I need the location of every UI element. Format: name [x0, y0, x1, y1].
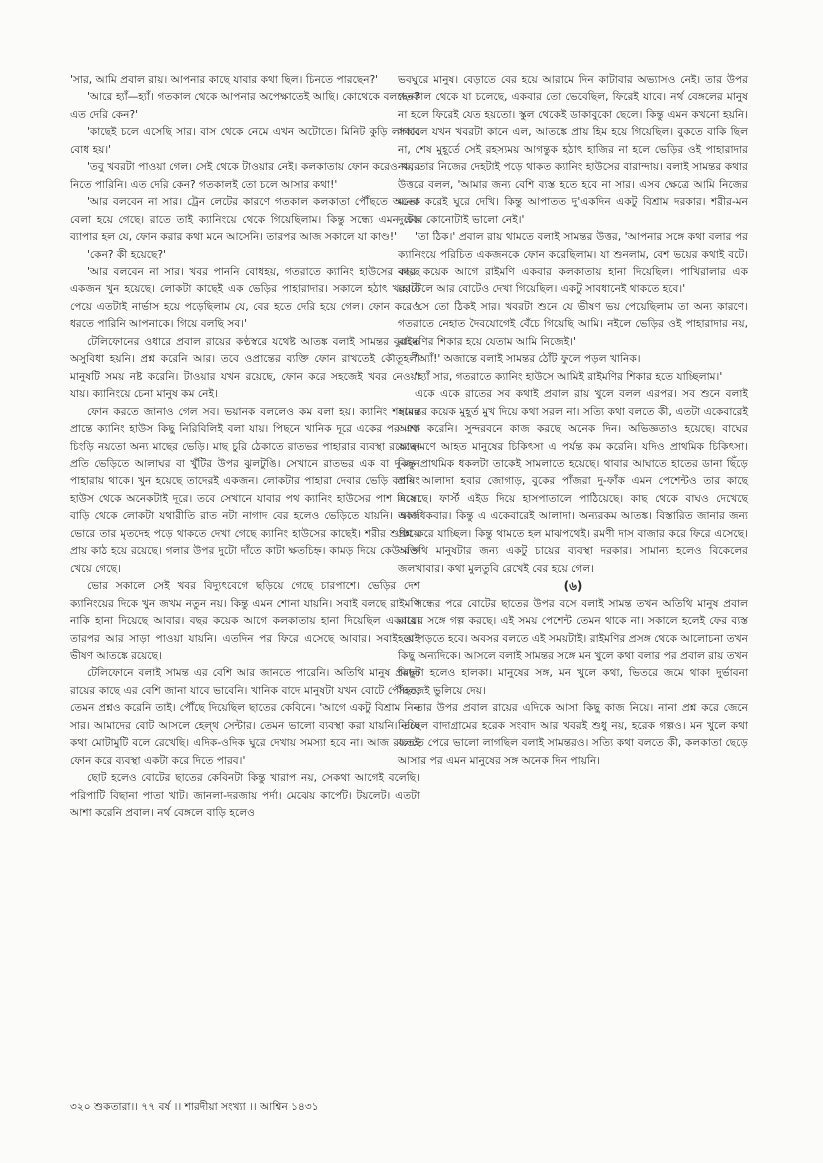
- left-column: [70, 72, 420, 822]
- paragraph: টেলিফোনের ওধারে প্রবাল রায়ের কণ্ঠস্বরে যথেষ্ট আতঙ্ক বলাই সামন্তর বুঝতে অসুবিধা হয়নি। প্রশ্ন করেনি আর। তবে ওপ্রান্তের ব্যক্তি ফোন রাখতেই কৌতূহলী মানুষটি সময় নষ্ট করেনি। টাওয়ার যখন রয়েছে, ফোন করে সহজেই খবর নেওয়া যায়। ক্যানিংয়ে চেনা মানুষ কম নেই।: [70, 335, 420, 401]
- paragraph: 'অ্যাঁ!' অজান্তে বলাই সামন্তর ঠোঁট ফুলে পড়ল খানিক।: [414, 353, 641, 366]
- paragraph: ভবঘুরে মানুষ। বেড়াতে বের হয়ে আরামে দিন কাটাবার অভ্যাসও নেই। তার উপর গতকাল থেকে যা চলেছে, একবার তো ভেবেছিল, ফিরেই যাবে। নর্থ বেঙ্গলের মানুষ না হলে ফিরেই যেত হয়তো। স্কুল থেকেই ডাকাবুকো ছেলে। কিন্তু এমন কখনো হয়নি। সকালে যখন খবরটা কানে এল, আতঙ্কে প্রায় হিম হয়ে গিয়েছিল। বুকতে বাকি ছিল না, শেষ মুহূর্তে সেই রহস্যময় আগন্তুক হঠাৎ হাজির না হলে ভেড়ির ওই পাহারাদার নয়, তার নিজের দেহটাই পড়ে থাকত ক্যানিং হাউসের বারান্দায়। বলাই সামন্তর কথার উত্তরে বলল, 'আমার জন্য বেশি ব্যস্ত হতে হবে না সার। এসব ক্ষেত্রে আমি নিজের মতো করেই ঘুরে দেখি। কিন্তু আপাতত দু'একদিন একটু বিশ্রাম দরকার। শরীর-মন দুটোর কোনোটাই ভালো নেই।': [398, 74, 748, 226]
- paragraph: 'আর বলবেন না সার। খবর পাননি বোধহয়, গতরাতে ক্যানিং হাউসের কাছে একজন খুন হয়েছে। লোকটা কাছেই এক ভেড়ির পাহারাদার। সকালে হঠাৎ খবরটা পেয়ে এতটাই নার্ভাস হয়ে পড়েছিলাম যে, বের হতে দেরি হয়ে গেল। ফোন করেও ধরতে পারিনি আপনাকে। গিয়ে বলছি সব।': [70, 265, 420, 331]
- paragraph: 'আরে হ্যাঁ—হ্যাঁ। গতকাল থেকে আপনার অপেক্ষাতেই আছি। কোথেকে বলছেন? এত দেরি কেন?': [70, 91, 420, 121]
- paragraph: ভোর সকালে সেই খবর বিদ্যুৎবেগে ছড়িয়ে গেছে চারপাশে। ভেড়ির দেশ ক্যানিংয়ের দিকে খুন জখম নতুন নয়। কিন্তু এমন শোনা যায়নি। সবাই বলছে রাইমণি নাকি হানা দিয়েছে আবার। বছর কয়েক আগে কলকাতায় হানা দিয়েছিল একবার। তারপর আর সাড়া পাওয়া যায়নি। এতদিন পর ফিরে এসেছে আবার। সবাই তাই ভীষণ আতঙ্কে রয়েছে।: [70, 580, 420, 662]
- right-column: [398, 72, 748, 770]
- paragraph: সন্ধের পরে বোটের ছাতের উপর বসে বলাই সামন্ত তখন অতিথি মানুষ প্রবাল রায়ের সঙ্গে গল্প করছে। এই সময় পেশেন্ট তেমন থাকে না। সকালে হলেই ফের ব্যস্ত হয়ে পড়তে হবে। অবসর বলতে এই সময়টাই। রাইমণির প্রসঙ্গ থেকে আলোচনা তখন কিছু অন্যদিকে। আসলে বলাই সামন্তর সঙ্গে মন খুলে কথা বলার পর প্রবাল রায় তখন কিছুটা হলেও হালকা। মানুষের সঙ্গ, মন খুলে কথা, ভিতরে জমে থাকা দুর্ভাবনা সহজেই ভুলিয়ে দেয়।: [398, 597, 749, 697]
- paragraph: 'কাছেই চলে এসেছি সার। বাস থেকে নেমে এখন অটোতে। মিনিট কুড়ি লাগবে বোধ হয়।': [70, 126, 420, 156]
- paragraph: টেলিফোনে বলাই সামন্ত এর বেশি আর জানতে পারেনি। অতিথি মানুষ প্রবাল রায়ের কাছে এর বেশি জানা যাবে ভাবেনি। খানিক বাদে মানুষটা যখন বোটে পৌঁছল, তেমন প্রশ্নও করেনি তাই। পৌঁছে দিয়েছিল ছাতের কেবিনে। 'আগে একটু বিশ্রাম নিন সার। আমাদের বোট আসলে হেল্থ সেন্টার। তেমন ভালো ব্যবস্থা করা যায়নি। তবে কথা মোটামুটি বলে রেখেছি। এদিক-ওদিক ঘুরে দেখায় সমস্যা হবে না। আজ রাতেই ফোন করে ব্যবস্থা একটা করে দিতে পারব।': [70, 667, 420, 767]
- paragraph: 'সার, আমি প্রবাল রায়। আপনার কাছে যাবার কথা ছিল। চিনতে পারছেন?': [70, 74, 379, 86]
- paragraph: 'কেন? কী হয়েছে?': [86, 248, 166, 261]
- paragraph: 'তা ঠিক।' প্রবাল রায় থামতে বলাই সামন্তর উত্তর, 'আপনার সঙ্গে কথা বলার পর ক্যানিংয়ে পরিচিত একজনকে ফোন করেছিলাম। যা শুনলাম, বেশ ভয়ের কথাই বটে। বছর কয়েক আগে রাইমণি একবার কলকাতায় হানা দিয়েছিল। পাখিরালার এক হোটেলে আর বোটেও দেখা গিয়েছিল। একটু সাবধানেই থাকতে হবে।': [398, 231, 748, 296]
- page-footer: ৩২০ শুকতারা।। ৭৭ বর্ষ ।। শারদীয়া সংখ্যা ।। আশ্বিন ১৪৩১: [70, 1101, 319, 1113]
- paragraph: 'তবু খবরটা পাওয়া গেল। সেই থেকে টাওয়ার নেই। কলকাতায় ফোন করেও খবর নিতে পারিনি। এত দেরি কেন? গতকালই তো চলে আসার কথা!': [70, 161, 420, 191]
- section-number: (৬): [563, 579, 583, 594]
- paragraph: তার উপর প্রবাল রায়ের এদিকে আসা কিছু কাজ নিয়ে। নানা প্রশ্ন করে জেনে নিচ্ছিল বাদাগ্রামের হরেক সংবাদ আর খবরই শুধু নয়, হরেক গল্পও। মন খুলে কথা বলতে পেরে ভালো লাগছিল বলাই সামন্তরও। সত্যি কথা বলতে কী, কলকাতা ছেড়ে আসার পর এমন মানুষের সঙ্গ অনেক দিন পায়নি।: [398, 702, 748, 767]
- paragraph: ছোট হলেও বোটের ছাতের কেবিনটা কিন্তু খারাপ নয়, সেকথা আগেই বলেছি। পরিপাটি বিছানা পাতা খাট। জানলা-দরজায় পর্দা। মেঝেয় কার্পেট। টয়লেট। এতটা আশা করেনি প্রবাল। নর্থ বেঙ্গলে বাড়ি হলেও: [70, 772, 420, 820]
- paragraph: একে একে রাতের সব কথাই প্রবাল রায় খুলে বলল এরপর। সব শুনে বলাই সামন্তর কয়েক মুহূর্ত মুখ দিয়ে কথা সরল না। সত্যি কথা বলতে কী, এতটা একেবারেই আশা করেনি। সুন্দরবনে কাজ করছে অনেক দিন। অভিজ্ঞতাও হয়েছে। বাঘের আক্রমণে আহত মানুষের চিকিৎসা এ পর্যন্ত কম করেনি। যদিও প্রাথমিক চিকিৎসা। কিন্তু প্রাথমিক ধকলটা তাকেই সামলাতে হয়েছে। থাবার আঘাতে হাতের ডানা ছিঁড়ে প্রায় আলাদা হবার জোগাড়, বুকের পাঁজরা দু-ফাঁক এমন পেশেন্টও তার কাছে এসেছে। ফার্স্ট এইড দিয়ে হাসপাতালে পাঠিয়েছে। কাছ থেকে বাঘও দেখেছে একাধিকবার। কিন্তু এ একেবারেই আলাদা। অন্যরকম আতঙ্ক। বিস্তারিত জানার জন্য প্রশ্ন করে যাচ্ছিল। কিন্তু থামতে হল মাঝপথেই। রমণী দাস বাজার করে ফিরে এসেছে। অতিথি মানুষটার জন্য একটু চায়ের ব্যবস্থা দরকার। সামান্য হলেও বিকেলের জলখাবার। কথা মুলতুবি রেখেই বের হয়ে গেল।: [398, 388, 748, 575]
- paragraph: ফোন করতে জানাও গেল সব। ভয়ানক বললেও কম বলা হয়। ক্যানিং শহরের প্রান্তে ক্যানিং হাউস কিছু নিরিবিলিই বলা যায়। পিছনে খানিক দূরে একের পর এক চিংড়ি নয়তো অন্য মাছের ভেড়ি। মাছ চুরি ঠেকাতে রাতভর পাহারার ব্যবস্থা রয়েছে। প্রতি ভেড়িতে আলাঘর বা খুঁটির উপর ঝুলটুঙি। সেখানে রাতভর এক বা দু-জন পাহারায় থাকে। খুন হয়েছে তাদেরই একজন। লোকটার পাহারা দেবার ভেড়ি ক্যানিং হাউস থেকে অনেকটাই দূরে। তবে সেখানে যাবার পথ ক্যানিং হাউসের পাশ দিয়ে। বাড়ি থেকে লোকটা যথারীতি রাত নটা নাগাদ বের হলেও ভেড়িতে যায়নি। আজ ভোরে তার মৃতদেহ পড়ে থাকতে দেখা গেছে ক্যানিং হাউসের কাছেই। শরীর শুকিয়ে প্রায় কাঠ হয়ে রয়েছে। গলার উপর দুটো দাঁতে কাটা ক্ষতচিহ্ন। কামড় দিয়ে কেউ রক্ত খেয়ে গেছে।: [70, 405, 420, 575]
- paragraph: 'সে তো ঠিকই সার। খবরটা শুনে যে ভীষণ ভয় পেয়েছিলাম তা অন্য কারণে। গতরাতে নেহাত দৈবযোগেই বেঁচে গিয়েছি আমি। নইলে ভেড়ির ওই পাহারাদার নয়, রাইমণির শিকার হয়ে যেতাম আমি নিজেই।': [398, 300, 748, 348]
- paragraph: 'আর বলবেন না সার। ট্রেন লেটের কারণে গতকাল কলকাতা পৌঁছতে অনেক বেলা হয়ে গেছে। রাতে তাই ক্যানিংয়ে থেকে গিয়েছিলাম। কিন্তু সন্ধ্যে এমন এক ব্যাপার হল যে, ফোন করার কথা মনে আসেনি। তারপর আজ সকালে যা কাণ্ড!': [70, 196, 420, 244]
- paragraph: 'হ্যাঁ সার, গতরাতে ক্যানিং হাউসে আমিই রাইমণির শিকার হতে যাচ্ছিলাম।': [414, 370, 723, 383]
